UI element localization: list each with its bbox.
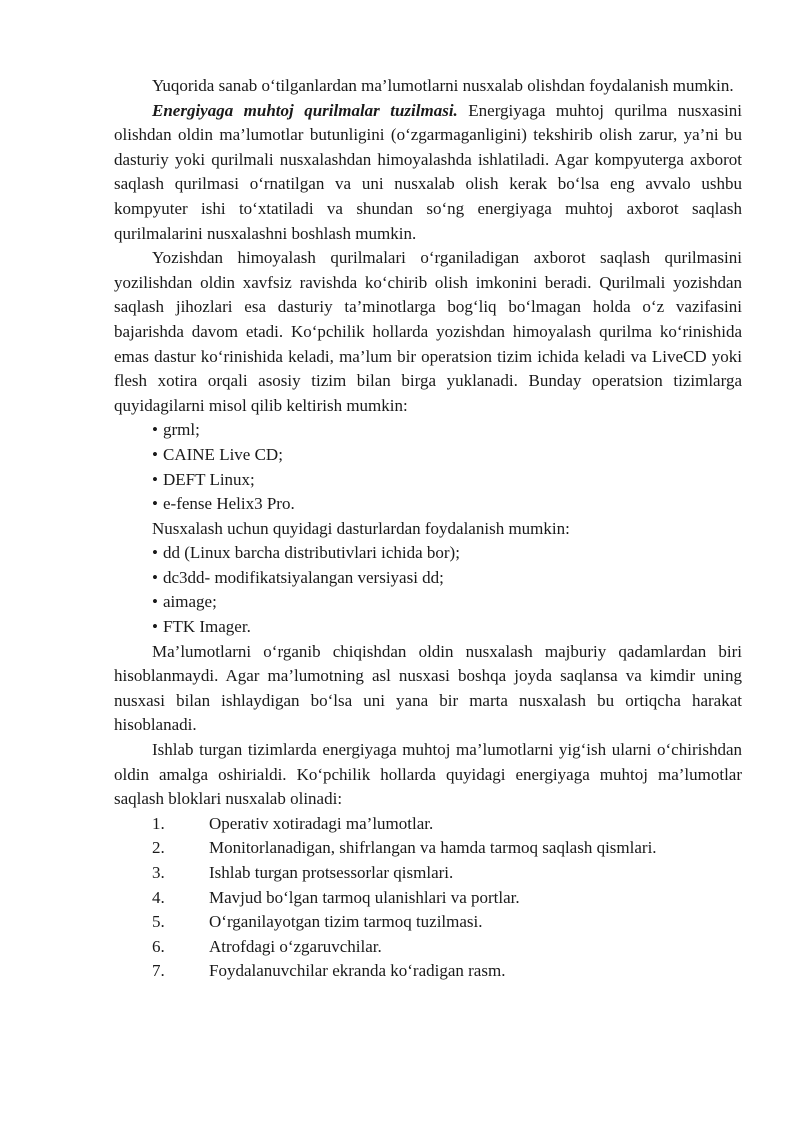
item-text: Monitorlanadigan, shifrlangan va hamda tarmoq saqlash qismlari. [209,838,657,858]
item-number: 2. [152,838,165,858]
list-item: • aimage; [114,590,742,615]
item-text: Atrofdagi o‘zgaruvchilar. [209,936,382,956]
item-number: 4. [152,887,165,907]
bullet-icon: • [152,420,158,440]
item-number: 5. [152,912,165,932]
bullet-icon: • [152,494,158,514]
numbered-item [114,861,742,886]
item-number: 3. [152,863,165,882]
numbered-item [114,812,742,837]
item-text: Operativ xotiradagi ma’lumotlar. [209,813,434,833]
bullet-icon: • [152,543,158,563]
paragraph-volatile-devices [114,99,742,247]
list-item: • grml; [114,418,742,443]
list-item: • DEFT Linux; [114,468,742,493]
paragraph-copying-optional: Ma’lumotlarni o‘rganib chiqishdan oldin nusxalash majburiy qadamlardan biri hisoblanmaydi. Agar ma’lumotning asl nusxasi boshqa joyda saqlansa va kimdir uning nusxasi bilan ishlaydigan bo‘lsa uni yana bir marta nusxalash bu ortiqcha harakat hisoblanadi. [114,641,742,735]
bullet-icon: • [152,469,158,489]
list-item: • e-fense Helix3 Pro. [114,492,742,517]
list-item: • FTK Imager. [114,615,742,640]
bullet-icon: • [152,444,158,464]
os-list [114,418,742,516]
numbered-item [114,959,742,984]
paragraph-write-protection: Yozishdan himoyalash qurilmalari o‘rganiladigan axborot saqlash qurilmasini yozilishdan oldin xavfsiz ravishda ko‘chirib olish imkonini beradi. Qurilmali yozishdan saqlash jihozlari esa dasturiy ta’minotlarga bog‘liq bo‘lmagan holda o‘z vazifasini bajarishda davom etadi. Ko‘pchilik hollarda yozishdan himoyalash qurilma ko‘rinishida emas dastur ko‘rinishida keladi, ma’lum bir operatsion tizim ichida keladi va LiveCD yoki flesh xotira orqali asosiy tizim bilan birga yuklanadi. Bunday operatsion tizimlarga quyidagilarni misol qilib keltirish mumkin: [114,248,742,415]
tool-list [114,541,742,639]
item-text: Foydalanuvchilar ekranda ko‘radigan rasm. [209,961,506,981]
paragraph-intro: Yuqorida sanab o‘tilganlardan ma’lumotlarni nusxalab olishdan foydalanish mumkin. [152,76,734,95]
document-page [114,74,742,984]
list-item: • dd (Linux barcha distributivlari ichida bor); [114,541,742,566]
numbered-item [114,836,742,861]
item-text: Mavjud bo‘lgan tarmoq ulanishlari va portlar. [209,887,520,907]
numbered-item [114,935,742,960]
section-heading: Energiyaga muhtoj qurilmalar tuzilmasi. [152,100,458,120]
list-item: • dc3dd- modifikatsiyalangan versiyasi dd; [114,566,742,591]
item-text: O‘rganilayotgan tizim tarmoq tuzilmasi. [209,912,483,932]
item-number: 7. [152,961,165,981]
bullet-icon: • [152,567,158,587]
list-item: • CAINE Live CD; [114,443,742,468]
numbered-item [114,886,742,911]
paragraph-live-systems: Ishlab turgan tizimlarda energiyaga muhtoj ma’lumotlarni yig‘ish ularni o‘chirishdan oldin amalga oshirialdi. Ko‘pchilik hollarda quyidagi energiyaga muhtoj ma’lumotlar saqlash bloklari nusxalab olinadi: [114,740,742,809]
item-number: 1. [152,813,165,833]
item-text: Ishlab turgan protsessorlar qismlari. [209,863,454,882]
paragraph-text: Energiyaga muhtoj qurilma nusxasini olishdan oldin ma’lumotlar butunligini (o‘zgarmaganligini) tekshirib olish zarur, ya’ni bu dasturiy yoki qurilmali nusxalashdan himoyalashda ishlatiladi. Agar kompyuterga axborot saqlash qurilmasi o‘rnatilgan va uni nusxalab olish kerak bo‘lsa eng avvalo ushbu kompyuter ishi to‘xtatiladi va shundan so‘ng energiyaga muhtoj axborot saqlash qurilmalarini nusxalashni boshlash mumkin. [114,100,743,243]
bullet-icon: • [152,592,158,612]
numbered-list [114,812,742,984]
item-number: 6. [152,936,165,956]
paragraph-tools-intro: Nusxalash uchun quyidagi dasturlardan foydalanish mumkin: [152,518,570,538]
numbered-item [114,910,742,935]
bullet-icon: • [152,617,158,637]
